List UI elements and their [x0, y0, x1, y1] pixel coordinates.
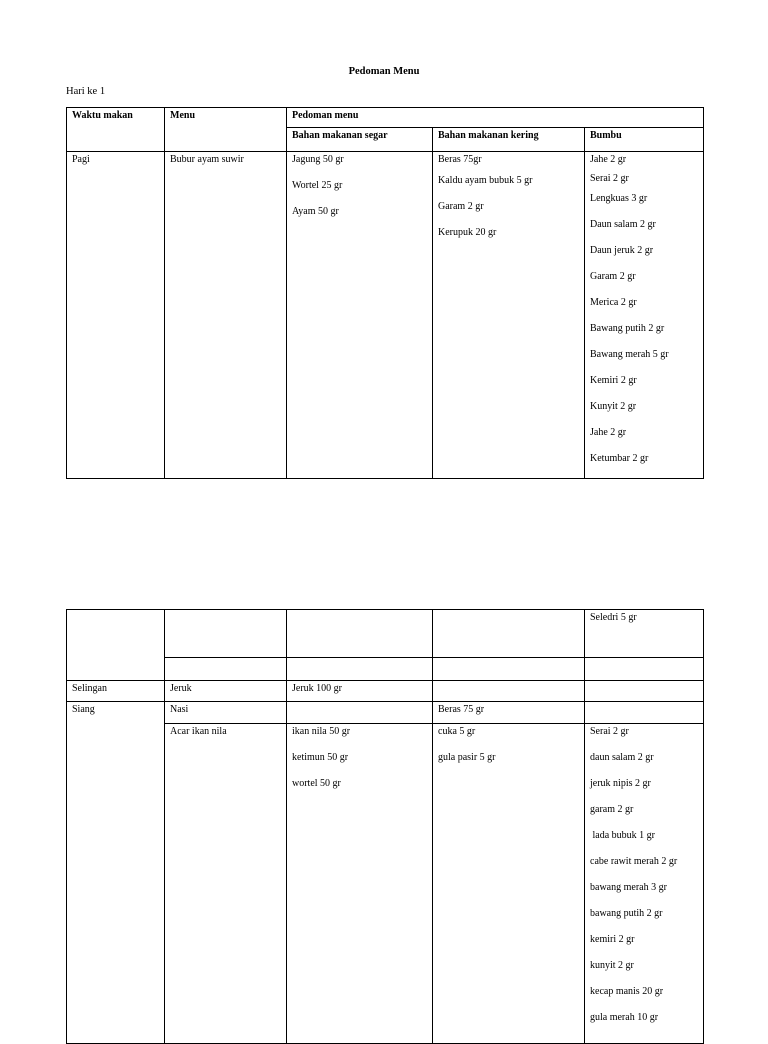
acar-segar-item: ketimun 50 gr [292, 752, 349, 763]
pagi-segar-item: Wortel 25 gr [292, 180, 343, 191]
header-pedoman: Pedoman menu [287, 108, 704, 128]
header-kering: Bahan makanan kering [433, 128, 585, 152]
pagi-bumbu-item: Bawang putih 2 gr [590, 323, 665, 334]
pagi-segar-item: Ayam 50 gr [292, 206, 339, 217]
pagi-kering-item: Garam 2 gr [438, 201, 484, 212]
acar-bumbu-item: bawang merah 3 gr [590, 882, 667, 893]
acar-segar-item: ikan nila 50 gr [292, 726, 351, 737]
page-title: Pedoman Menu [348, 66, 420, 77]
pagi-bumbu-item: Daun salam 2 gr [590, 219, 656, 230]
pagi-waktu: Pagi [67, 152, 165, 479]
cont-bumbu: Seledri 5 gr [585, 610, 704, 658]
empty-cell [585, 658, 704, 681]
menu-table-part-1 [66, 107, 704, 479]
pagi-bumbu-item: Daun jeruk 2 gr [590, 245, 654, 256]
empty-cell [585, 681, 704, 702]
pagi-bumbu-item: Jahe 2 gr [590, 154, 627, 165]
siang-acar-kering [433, 724, 585, 1044]
header-segar: Bahan makanan segar [287, 128, 433, 152]
acar-segar-item: wortel 50 gr [292, 778, 341, 789]
acar-bumbu-item: kemiri 2 gr [590, 934, 635, 945]
siang-nasi-menu: Nasi [165, 702, 287, 724]
pagi-bumbu-item: Kemiri 2 gr [590, 375, 637, 386]
header-bumbu: Bumbu [585, 128, 704, 152]
header-menu: Menu [165, 108, 287, 152]
acar-bumbu-item: bawang putih 2 gr [590, 908, 663, 919]
pagi-kering-item: Kaldu ayam bubuk 5 gr [438, 175, 533, 186]
siang-waktu: Siang [67, 702, 165, 1044]
acar-bumbu-item: gula merah 10 gr [590, 1012, 659, 1023]
empty-cell [433, 658, 585, 681]
empty-cell [287, 658, 433, 681]
acar-kering-item: gula pasir 5 gr [438, 752, 496, 763]
pagi-bumbu-item: Serai 2 gr [590, 173, 629, 184]
cont-menu [165, 610, 287, 658]
acar-bumbu-item: daun salam 2 gr [590, 752, 654, 763]
menu-table-part-2 [66, 609, 704, 1044]
cont-waktu [67, 610, 165, 681]
cont-segar [287, 610, 433, 658]
header-waktu: Waktu makan [67, 108, 165, 152]
siang-acar-bumbu [585, 724, 704, 1044]
selingan-segar: Jeruk 100 gr [287, 681, 433, 702]
acar-bumbu-item: jeruk nipis 2 gr [590, 778, 651, 789]
pagi-bumbu-item: Lengkuas 3 gr [590, 193, 648, 204]
empty-cell [165, 658, 287, 681]
pagi-bumbu-item: Merica 2 gr [590, 297, 637, 308]
pagi-segar [287, 152, 433, 479]
acar-bumbu-item: cabe rawit merah 2 gr [590, 856, 678, 867]
pagi-kering-item: Beras 75gr [438, 154, 482, 165]
empty-cell [287, 702, 433, 724]
selingan-menu: Jeruk [165, 681, 287, 702]
acar-kering-item: cuka 5 gr [438, 726, 476, 737]
siang-acar-menu: Acar ikan nila [165, 724, 287, 1044]
pagi-bumbu-item: Jahe 2 gr [590, 427, 627, 438]
acar-bumbu-item: garam 2 gr [590, 804, 634, 815]
siang-acar-segar [287, 724, 433, 1044]
day-label: Hari ke 1 [66, 86, 106, 97]
selingan-waktu: Selingan [67, 681, 165, 702]
pagi-menu: Bubur ayam suwir [165, 152, 287, 479]
empty-cell [585, 702, 704, 724]
pagi-bumbu-item: Garam 2 gr [590, 271, 636, 282]
empty-cell [433, 681, 585, 702]
pagi-segar-item: Jagung 50 gr [292, 154, 344, 165]
acar-bumbu-item: kecap manis 20 gr [590, 986, 664, 997]
pagi-bumbu-item: Ketumbar 2 gr [590, 453, 649, 464]
acar-bumbu-item: Serai 2 gr [590, 726, 629, 737]
acar-bumbu-item: kunyit 2 gr [590, 960, 634, 971]
pagi-bumbu-item: Kunyit 2 gr [590, 401, 637, 412]
siang-nasi-kering: Beras 75 gr [433, 702, 585, 724]
pagi-bumbu [585, 152, 704, 479]
pagi-bumbu-item: Bawang merah 5 gr [590, 349, 669, 360]
acar-bumbu-item: lada bubuk 1 gr [590, 830, 655, 841]
pagi-kering-item: Kerupuk 20 gr [438, 227, 497, 238]
cont-kering [433, 610, 585, 658]
pagi-kering [433, 152, 585, 479]
